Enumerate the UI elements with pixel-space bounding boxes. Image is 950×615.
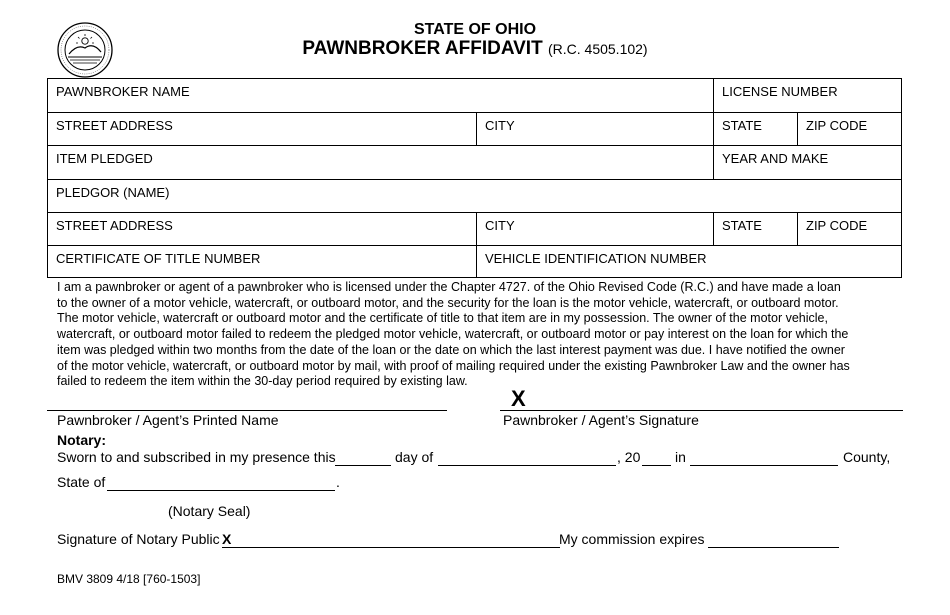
certificate-title-field[interactable] bbox=[47, 245, 476, 278]
notary-signature-mark: X bbox=[222, 531, 232, 547]
year-make-label: YEAR AND MAKE bbox=[722, 151, 829, 166]
pledgor-street-address-label: STREET ADDRESS bbox=[56, 218, 173, 233]
pledgor-street-address-field[interactable] bbox=[47, 212, 476, 245]
county-input[interactable] bbox=[690, 465, 838, 466]
affidavit-statement bbox=[57, 280, 897, 390]
form-number: BMV 3809 4/18 [760-1503] bbox=[57, 572, 201, 586]
state-of-text: State of bbox=[57, 474, 106, 490]
form-title-text: PAWNBROKER AFFIDAVIT bbox=[302, 38, 543, 59]
statement-line: to the owner of a motor vehicle, watercraft, or outboard motor, and the security for the loan is the motor vehicle, watercraft, or outboard motor. bbox=[57, 295, 839, 310]
vin-field[interactable] bbox=[476, 245, 902, 278]
county-text: County, bbox=[843, 449, 891, 465]
commission-expires-label: My commission expires bbox=[559, 531, 705, 547]
in-text: in bbox=[675, 449, 686, 465]
pledgor-name-label: PLEDGOR (NAME) bbox=[56, 185, 170, 200]
sworn-text: Sworn to and subscribed in my presence this bbox=[57, 449, 336, 465]
statement-line: watercraft, or outboard motor failed to redeem the pledged motor vehicle, watercraft, or outboard motor or pay interest on the loan for which the bbox=[57, 327, 849, 342]
statement-line: failed to redeem the item within the 30-day period required by existing law. bbox=[57, 374, 468, 389]
notary-heading: Notary: bbox=[57, 432, 107, 448]
notary-seal-label: (Notary Seal) bbox=[168, 503, 251, 519]
license-number-field[interactable] bbox=[713, 78, 902, 112]
street-address-field[interactable] bbox=[47, 112, 476, 145]
certificate-title-label: CERTIFICATE OF TITLE NUMBER bbox=[56, 251, 261, 266]
street-address-label: STREET ADDRESS bbox=[56, 118, 173, 133]
pawnbroker-name-label: PAWNBROKER NAME bbox=[56, 84, 190, 99]
pledgor-zip-code-label: ZIP CODE bbox=[806, 218, 868, 233]
item-pledged-field[interactable] bbox=[47, 145, 713, 179]
year-make-field[interactable] bbox=[713, 145, 902, 179]
notary-state-input[interactable] bbox=[107, 490, 335, 491]
zip-code-field[interactable] bbox=[797, 112, 902, 145]
statement-line: The motor vehicle, watercraft or outboard motor and the certificate of title to that item are in my possession. The owner of the motor vehicle, bbox=[57, 311, 828, 326]
day-of-text: day of bbox=[395, 449, 434, 465]
month-input[interactable] bbox=[438, 465, 616, 466]
vin-label: VEHICLE IDENTIFICATION NUMBER bbox=[485, 251, 707, 266]
statement-line: item was pledged within two months from the date of the loan or the date on which the last interest payment was due. I have notified the owner bbox=[57, 342, 845, 357]
pledgor-zip-code-field[interactable] bbox=[797, 212, 902, 245]
pawnbroker-name-field[interactable] bbox=[47, 78, 713, 112]
printed-name-line[interactable] bbox=[47, 410, 447, 411]
license-number-label: LICENSE NUMBER bbox=[722, 84, 838, 99]
notary-signature-label: Signature of Notary Public bbox=[57, 531, 220, 547]
city-label: CITY bbox=[485, 118, 515, 133]
signature-mark: X bbox=[511, 386, 526, 411]
year-prefix-text: , 20 bbox=[617, 449, 641, 465]
statement-line: I am a pawnbroker or agent of a pawnbroker who is licensed under the Chapter 4727. of the Ohio Revised Code (R.C.) and have made a loan bbox=[57, 280, 841, 294]
state-heading: STATE OF OHIO bbox=[413, 21, 537, 38]
item-pledged-label: ITEM PLEDGED bbox=[56, 151, 153, 166]
state-period: . bbox=[336, 474, 340, 490]
zip-code-label: ZIP CODE bbox=[806, 118, 868, 133]
form-title bbox=[0, 38, 950, 60]
commission-expires-input[interactable] bbox=[708, 547, 839, 548]
pledgor-state-label: STATE bbox=[722, 218, 762, 233]
statute-reference: (R.C. 4505.102) bbox=[547, 41, 648, 57]
pledgor-city-field[interactable] bbox=[476, 212, 713, 245]
state-field[interactable] bbox=[713, 112, 797, 145]
statement-line: of the motor vehicle, watercraft, or outboard motor by mail, with proof of mailing required under the existing Pawnbroker Law and the owner has bbox=[57, 358, 850, 373]
affidavit-form-grid bbox=[47, 78, 902, 278]
signature-line[interactable] bbox=[500, 410, 903, 411]
signature-label: Pawnbroker / Agent’s Signature bbox=[503, 412, 699, 428]
city-field[interactable] bbox=[476, 112, 713, 145]
notary-signature-line[interactable] bbox=[222, 547, 560, 548]
pledgor-name-field[interactable] bbox=[47, 179, 902, 212]
day-input[interactable] bbox=[335, 465, 391, 466]
pledgor-state-field[interactable] bbox=[713, 212, 797, 245]
pledgor-city-label: CITY bbox=[485, 218, 515, 233]
state-label: STATE bbox=[722, 118, 762, 133]
year-input[interactable] bbox=[642, 465, 671, 466]
printed-name-label: Pawnbroker / Agent’s Printed Name bbox=[57, 412, 279, 428]
